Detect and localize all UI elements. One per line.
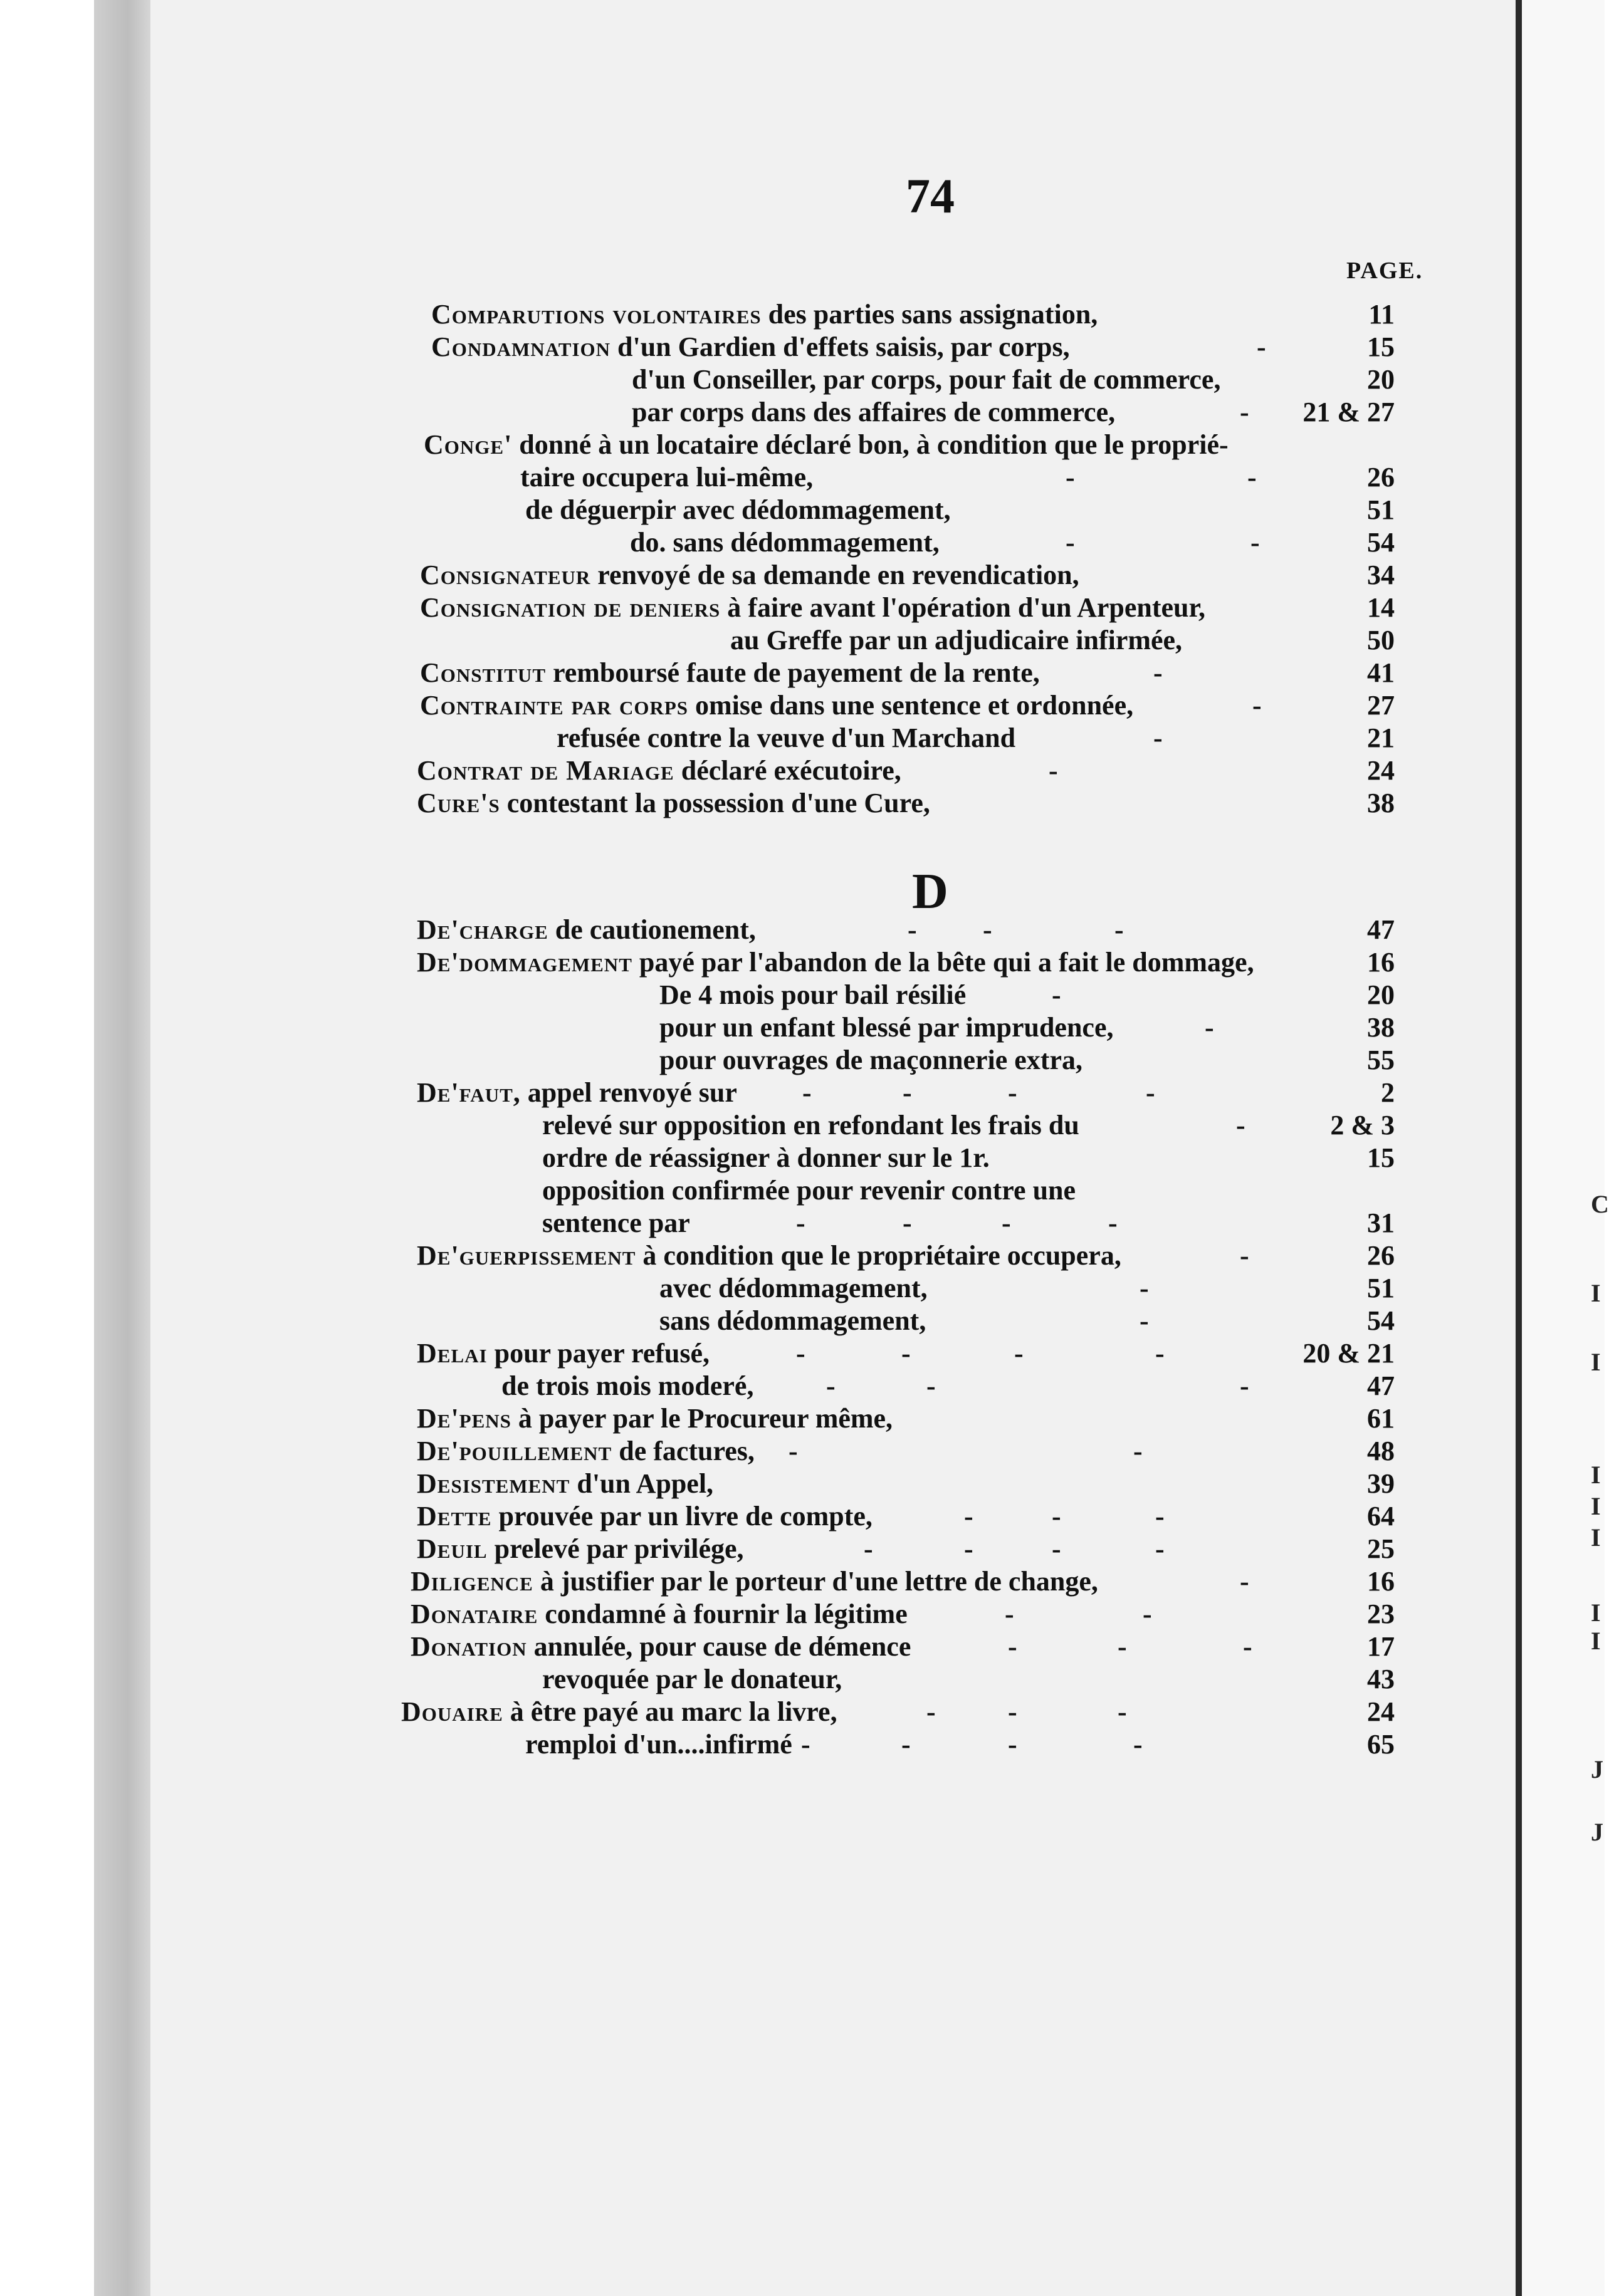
index-description: annulée, pour cause de démence bbox=[527, 1631, 911, 1662]
index-description: appel renvoyé sur bbox=[520, 1077, 737, 1108]
index-entry bbox=[0, 461, 1442, 494]
index-description: contestant la possession d'une Cure, bbox=[500, 788, 930, 818]
leader-dash: - bbox=[1205, 1012, 1214, 1043]
leader-dash: - bbox=[1240, 1370, 1249, 1401]
index-page-ref: 23 bbox=[1367, 1599, 1395, 1629]
index-headword: Consignateur bbox=[420, 560, 591, 590]
index-page-ref: 15 bbox=[1367, 1142, 1395, 1173]
index-entry-text bbox=[630, 526, 940, 559]
index-entry-text bbox=[659, 1044, 1082, 1077]
facing-page-letter: I bbox=[1591, 1348, 1601, 1376]
index-entry bbox=[0, 657, 1442, 689]
index-headword: Constitut bbox=[420, 657, 546, 688]
page-number: 74 bbox=[906, 169, 955, 223]
index-description: pour ouvrages de maçonnerie extra, bbox=[659, 1045, 1082, 1075]
index-page-ref: 15 bbox=[1367, 331, 1395, 362]
index-page-ref: 21 bbox=[1367, 723, 1395, 753]
index-page-ref: 2 & 3 bbox=[1330, 1110, 1395, 1140]
index-entry-text bbox=[525, 1728, 792, 1761]
index-page-ref: 43 bbox=[1367, 1664, 1395, 1694]
index-entry bbox=[0, 1500, 1442, 1533]
index-entry-text bbox=[417, 914, 756, 946]
leader-dash: - bbox=[1243, 1631, 1252, 1662]
index-entry-text bbox=[417, 787, 930, 820]
index-entry-text bbox=[411, 1631, 911, 1663]
leader-dash: - bbox=[789, 1436, 798, 1466]
index-headword: Condamnation bbox=[431, 331, 611, 362]
index-entry-text bbox=[401, 1696, 837, 1728]
index-description: de factures, bbox=[612, 1436, 755, 1466]
index-entry bbox=[0, 331, 1442, 363]
leader-dash: - bbox=[1052, 1533, 1061, 1564]
index-description: De 4 mois pour bail résilié bbox=[659, 979, 967, 1010]
index-entry-text bbox=[417, 1239, 1121, 1272]
index-entry-text bbox=[420, 592, 1205, 624]
index-entry bbox=[0, 298, 1442, 331]
index-entry-text bbox=[417, 1337, 710, 1370]
index-page-ref: 51 bbox=[1367, 1273, 1395, 1303]
index-page-ref: 38 bbox=[1367, 788, 1395, 818]
leader-dash: - bbox=[1066, 527, 1075, 558]
index-description: à condition que le propriétaire occupera, bbox=[636, 1240, 1121, 1271]
index-entry bbox=[0, 429, 1442, 461]
index-headword: Diligence bbox=[411, 1566, 533, 1597]
index-page-ref: 21 & 27 bbox=[1302, 397, 1395, 427]
index-headword: De'pens bbox=[417, 1403, 511, 1434]
index-description: à faire avant l'opération d'un Arpenteur, bbox=[720, 592, 1206, 623]
facing-page-strip bbox=[1522, 0, 1609, 2296]
leader-dash: - bbox=[983, 914, 992, 945]
index-description: de déguerpir avec dédommagement, bbox=[525, 494, 951, 525]
index-entry-text bbox=[542, 1207, 690, 1239]
index-headword: Donation bbox=[411, 1631, 527, 1662]
leader-dash: - bbox=[1133, 1436, 1143, 1466]
index-entry-text bbox=[525, 494, 951, 526]
index-headword: Delai bbox=[417, 1338, 488, 1369]
index-entry bbox=[0, 1174, 1442, 1207]
leader-dash: - bbox=[1118, 1696, 1127, 1727]
index-entry-text bbox=[659, 979, 966, 1011]
index-entry bbox=[0, 754, 1442, 787]
index-entry-text bbox=[632, 363, 1220, 396]
leader-dash: - bbox=[1257, 331, 1266, 362]
index-description: do. sans dédommagement, bbox=[630, 527, 940, 558]
page-edge-rule bbox=[1516, 0, 1522, 2296]
leader-dash: - bbox=[901, 1729, 911, 1760]
index-entry-text bbox=[659, 1011, 1113, 1044]
index-entry bbox=[0, 1533, 1442, 1565]
index-entry-text bbox=[420, 657, 1040, 689]
index-headword: Comparutions volontaires bbox=[431, 299, 762, 330]
leader-dash: - bbox=[1114, 914, 1124, 945]
leader-dash: - bbox=[1140, 1273, 1149, 1303]
facing-page-letter: I bbox=[1591, 1523, 1601, 1552]
index-page-ref: 54 bbox=[1367, 527, 1395, 558]
leader-dash: - bbox=[1008, 1077, 1017, 1108]
index-entry-text bbox=[417, 1500, 873, 1533]
leader-dash: - bbox=[796, 1338, 805, 1369]
leader-dash: - bbox=[1247, 462, 1257, 493]
leader-dash: - bbox=[1140, 1305, 1149, 1336]
index-description: relevé sur opposition en refondant les frais du bbox=[542, 1110, 1079, 1140]
leader-dash: - bbox=[1008, 1631, 1017, 1662]
index-entry-text bbox=[557, 722, 1015, 754]
index-headword: Contrat de Mariage bbox=[417, 755, 674, 786]
leader-dash: - bbox=[1066, 462, 1075, 493]
index-page-ref: 25 bbox=[1367, 1533, 1395, 1564]
leader-dash: - bbox=[903, 1208, 912, 1238]
leader-dash: - bbox=[1250, 527, 1260, 558]
leader-dash: - bbox=[903, 1077, 912, 1108]
index-description: par corps dans des affaires de commerce, bbox=[632, 397, 1116, 427]
leader-dash: - bbox=[1240, 1566, 1249, 1597]
facing-page-letter: I bbox=[1591, 1461, 1601, 1489]
index-headword: Consignation de deniers bbox=[420, 592, 721, 623]
index-page-ref: 51 bbox=[1367, 494, 1395, 525]
leader-dash: - bbox=[901, 1338, 911, 1369]
index-entry bbox=[0, 1696, 1442, 1728]
leader-dash: - bbox=[1155, 1533, 1165, 1564]
leader-dash: - bbox=[1049, 755, 1058, 786]
index-entry bbox=[0, 363, 1442, 396]
index-entry-text bbox=[417, 1402, 893, 1435]
index-page-ref: 20 bbox=[1367, 979, 1395, 1010]
index-description: déclaré exécutoire, bbox=[674, 755, 901, 786]
index-description: payé par l'abandon de la bête qui a fait le dommage, bbox=[632, 947, 1254, 978]
index-entry bbox=[0, 1109, 1442, 1142]
index-description: au Greffe par un adjudicaire infirmée, bbox=[730, 625, 1183, 655]
index-description: donné à un locataire déclaré bon, à condition que le proprié- bbox=[512, 429, 1229, 460]
index-entry-text bbox=[417, 754, 901, 787]
index-entry bbox=[0, 1598, 1442, 1631]
index-description: refusée contre la veuve d'un Marchand bbox=[557, 723, 1016, 753]
index-entry bbox=[0, 914, 1442, 946]
index-entry bbox=[0, 1044, 1442, 1077]
index-page-ref: 16 bbox=[1367, 1566, 1395, 1597]
index-headword: Conge' bbox=[424, 429, 513, 460]
leader-dash: - bbox=[1133, 1729, 1143, 1760]
leader-dash: - bbox=[1155, 1501, 1165, 1532]
index-entry-text bbox=[542, 1174, 1076, 1207]
index-entry bbox=[0, 396, 1442, 429]
index-description: à payer par le Procureur même, bbox=[511, 1403, 893, 1434]
section-letter: D bbox=[912, 864, 948, 919]
index-entry bbox=[0, 592, 1442, 624]
facing-page-letter: J bbox=[1591, 1818, 1603, 1846]
index-entry-text bbox=[420, 559, 1079, 592]
index-description: sentence par bbox=[542, 1208, 690, 1238]
index-description: omise dans une sentence et ordonnée, bbox=[688, 690, 1134, 721]
leader-dash: - bbox=[796, 1208, 805, 1238]
leader-dash: - bbox=[864, 1533, 873, 1564]
leader-dash: - bbox=[1118, 1631, 1127, 1662]
index-description: d'un Gardien d'effets saisis, par corps, bbox=[611, 331, 1070, 362]
leader-dash: - bbox=[1014, 1338, 1024, 1369]
index-page-ref: 20 bbox=[1367, 364, 1395, 395]
leader-dash: - bbox=[1240, 397, 1249, 427]
facing-page-letter: I bbox=[1591, 1627, 1601, 1655]
index-page-ref: 55 bbox=[1367, 1045, 1395, 1075]
index-entry bbox=[0, 1337, 1442, 1370]
index-entry-text bbox=[411, 1598, 908, 1631]
index-entry bbox=[0, 1631, 1442, 1663]
leader-dash: - bbox=[801, 1729, 810, 1760]
index-page-ref: 47 bbox=[1367, 1370, 1395, 1401]
index-entry bbox=[0, 689, 1442, 722]
leader-dash: - bbox=[1252, 690, 1262, 721]
leader-dash: - bbox=[1052, 979, 1061, 1010]
leader-dash: - bbox=[1146, 1077, 1155, 1108]
index-headword: De'pouillement bbox=[417, 1436, 612, 1466]
index-entry-text bbox=[501, 1370, 753, 1402]
index-page-ref: 61 bbox=[1367, 1403, 1395, 1434]
index-entry bbox=[0, 526, 1442, 559]
leader-dash: - bbox=[908, 914, 917, 945]
index-description: des parties sans assignation, bbox=[761, 299, 1098, 330]
index-entry-text bbox=[417, 1077, 737, 1109]
index-headword: Dette bbox=[417, 1501, 492, 1532]
index-entry-text bbox=[431, 298, 1098, 331]
index-headword: Contrainte par corps bbox=[420, 690, 689, 721]
leader-dash: - bbox=[926, 1696, 936, 1727]
index-page-ref: 47 bbox=[1367, 914, 1395, 945]
leader-dash: - bbox=[1143, 1599, 1152, 1629]
index-entry-text bbox=[417, 946, 1254, 979]
index-description: sans dédommagement, bbox=[659, 1305, 926, 1336]
index-entry bbox=[0, 787, 1442, 820]
leader-dash: - bbox=[1002, 1208, 1011, 1238]
index-page-ref: 16 bbox=[1367, 947, 1395, 978]
index-entry bbox=[0, 1402, 1442, 1435]
leader-dash: - bbox=[1052, 1501, 1061, 1532]
index-headword: Desistement bbox=[417, 1468, 570, 1499]
leader-dash: - bbox=[926, 1370, 936, 1401]
leader-dash: - bbox=[1153, 723, 1163, 753]
index-description: prouvée par un livre de compte, bbox=[491, 1501, 873, 1532]
index-page-ref: 31 bbox=[1367, 1208, 1395, 1238]
index-description: pour un enfant blessé par imprudence, bbox=[659, 1012, 1114, 1043]
leader-dash: - bbox=[964, 1533, 973, 1564]
index-entry-text bbox=[659, 1305, 926, 1337]
index-entry-text bbox=[542, 1109, 1079, 1142]
facing-page-letter: I bbox=[1591, 1279, 1601, 1307]
index-headword: De'faut, bbox=[417, 1077, 521, 1108]
leader-dash: - bbox=[1155, 1338, 1165, 1369]
index-description: de cautionement, bbox=[548, 914, 756, 945]
index-entry bbox=[0, 624, 1442, 657]
index-entry-text bbox=[417, 1468, 713, 1500]
index-entry bbox=[0, 1011, 1442, 1044]
index-page-ref: 38 bbox=[1367, 1012, 1395, 1043]
leader-dash: - bbox=[1008, 1729, 1017, 1760]
index-description: renvoyé de sa demande en revendication, bbox=[590, 560, 1079, 590]
leader-dash: - bbox=[1005, 1599, 1014, 1629]
index-page-ref: 34 bbox=[1367, 560, 1395, 590]
index-headword: Donataire bbox=[411, 1599, 538, 1629]
index-description: revoquée par le donateur, bbox=[542, 1664, 842, 1694]
leader-dash: - bbox=[1236, 1110, 1245, 1140]
index-description: de trois mois moderé, bbox=[501, 1370, 754, 1401]
index-page-ref: 26 bbox=[1367, 1240, 1395, 1271]
index-entry-text bbox=[542, 1142, 990, 1174]
index-headword: Douaire bbox=[401, 1696, 503, 1727]
index-description: à être payé au marc la livre, bbox=[503, 1696, 837, 1727]
index-page-ref: 14 bbox=[1367, 592, 1395, 623]
index-page-ref: 48 bbox=[1367, 1436, 1395, 1466]
leader-dash: - bbox=[826, 1370, 836, 1401]
index-page-ref: 54 bbox=[1367, 1305, 1395, 1336]
facing-page-letter: I bbox=[1591, 1492, 1601, 1520]
index-entry bbox=[0, 946, 1442, 979]
index-entry bbox=[0, 559, 1442, 592]
index-entry bbox=[0, 1207, 1442, 1239]
index-entry-text bbox=[411, 1565, 1098, 1598]
index-entry bbox=[0, 1565, 1442, 1598]
index-entry-text bbox=[659, 1272, 928, 1305]
index-entry-text bbox=[730, 624, 1182, 657]
facing-page-letter: C bbox=[1591, 1190, 1609, 1218]
index-description: pour payer refusé, bbox=[487, 1338, 710, 1369]
index-page-ref: 65 bbox=[1367, 1729, 1395, 1760]
index-entry bbox=[0, 494, 1442, 526]
index-page-ref: 27 bbox=[1367, 690, 1395, 721]
index-entry bbox=[0, 1435, 1442, 1468]
leader-dash: - bbox=[964, 1501, 973, 1532]
index-description: avec dédommagement, bbox=[659, 1273, 928, 1303]
index-headword: De'guerpissement bbox=[417, 1240, 636, 1271]
index-description: condamné à fournir la légitime bbox=[538, 1599, 908, 1629]
index-entry-text bbox=[632, 396, 1115, 429]
index-entry bbox=[0, 1728, 1442, 1761]
index-description: remboursé faute de payement de la rente, bbox=[546, 657, 1040, 688]
index-page-ref: 64 bbox=[1367, 1501, 1395, 1532]
leader-dash: - bbox=[1108, 1208, 1118, 1238]
index-entry bbox=[0, 1272, 1442, 1305]
index-page-ref: 20 & 21 bbox=[1302, 1338, 1395, 1369]
index-description: remploi d'un....infirmé bbox=[525, 1729, 792, 1760]
index-page-ref: 24 bbox=[1367, 755, 1395, 786]
index-description: d'un Conseiller, par corps, pour fait de commerce, bbox=[632, 364, 1221, 395]
index-headword: De'dommagement bbox=[417, 947, 632, 978]
index-description: opposition confirmée pour revenir contre une bbox=[542, 1175, 1076, 1206]
index-entry bbox=[0, 1305, 1442, 1337]
index-description: prelevé par privilége, bbox=[487, 1533, 744, 1564]
leader-dash: - bbox=[802, 1077, 812, 1108]
index-entry bbox=[0, 1468, 1442, 1500]
leader-dash: - bbox=[1153, 657, 1163, 688]
index-page-ref: 41 bbox=[1367, 657, 1395, 688]
index-entry bbox=[0, 1142, 1442, 1174]
index-entry bbox=[0, 979, 1442, 1011]
index-entry bbox=[0, 1077, 1442, 1109]
index-description: d'un Appel, bbox=[570, 1468, 714, 1499]
index-entry-text bbox=[431, 331, 1070, 363]
index-page-ref: 11 bbox=[1368, 299, 1395, 330]
index-description: ordre de réassigner à donner sur le 1r. bbox=[542, 1142, 990, 1173]
index-entry bbox=[0, 1663, 1442, 1696]
index-page-ref: 2 bbox=[1381, 1077, 1395, 1108]
index-page-ref: 39 bbox=[1367, 1468, 1395, 1499]
index-entry-text bbox=[424, 429, 1229, 461]
index-headword: De'charge bbox=[417, 914, 548, 945]
index-entry bbox=[0, 722, 1442, 754]
index-page-ref: 24 bbox=[1367, 1696, 1395, 1727]
index-entry-text bbox=[520, 461, 813, 494]
index-entry bbox=[0, 1370, 1442, 1402]
facing-page-letter: J bbox=[1591, 1755, 1603, 1783]
index-entry bbox=[0, 1239, 1442, 1272]
index-page-ref: 17 bbox=[1367, 1631, 1395, 1662]
index-page-ref: 50 bbox=[1367, 625, 1395, 655]
index-page-ref: 26 bbox=[1367, 462, 1395, 493]
facing-page-letter: I bbox=[1591, 1599, 1601, 1627]
index-entry-text bbox=[417, 1533, 744, 1565]
index-headword: Cure's bbox=[417, 788, 500, 818]
index-entry-text bbox=[542, 1663, 842, 1696]
index-description: taire occupera lui-même, bbox=[520, 462, 814, 493]
page-column-header: PAGE. bbox=[1346, 258, 1423, 284]
index-description: à justifier par le porteur d'une lettre de change, bbox=[533, 1566, 1098, 1597]
index-entry-text bbox=[420, 689, 1133, 722]
index-entry-text bbox=[417, 1435, 755, 1468]
leader-dash: - bbox=[1240, 1240, 1249, 1271]
leader-dash: - bbox=[1008, 1696, 1017, 1727]
index-headword: Deuil bbox=[417, 1533, 488, 1564]
